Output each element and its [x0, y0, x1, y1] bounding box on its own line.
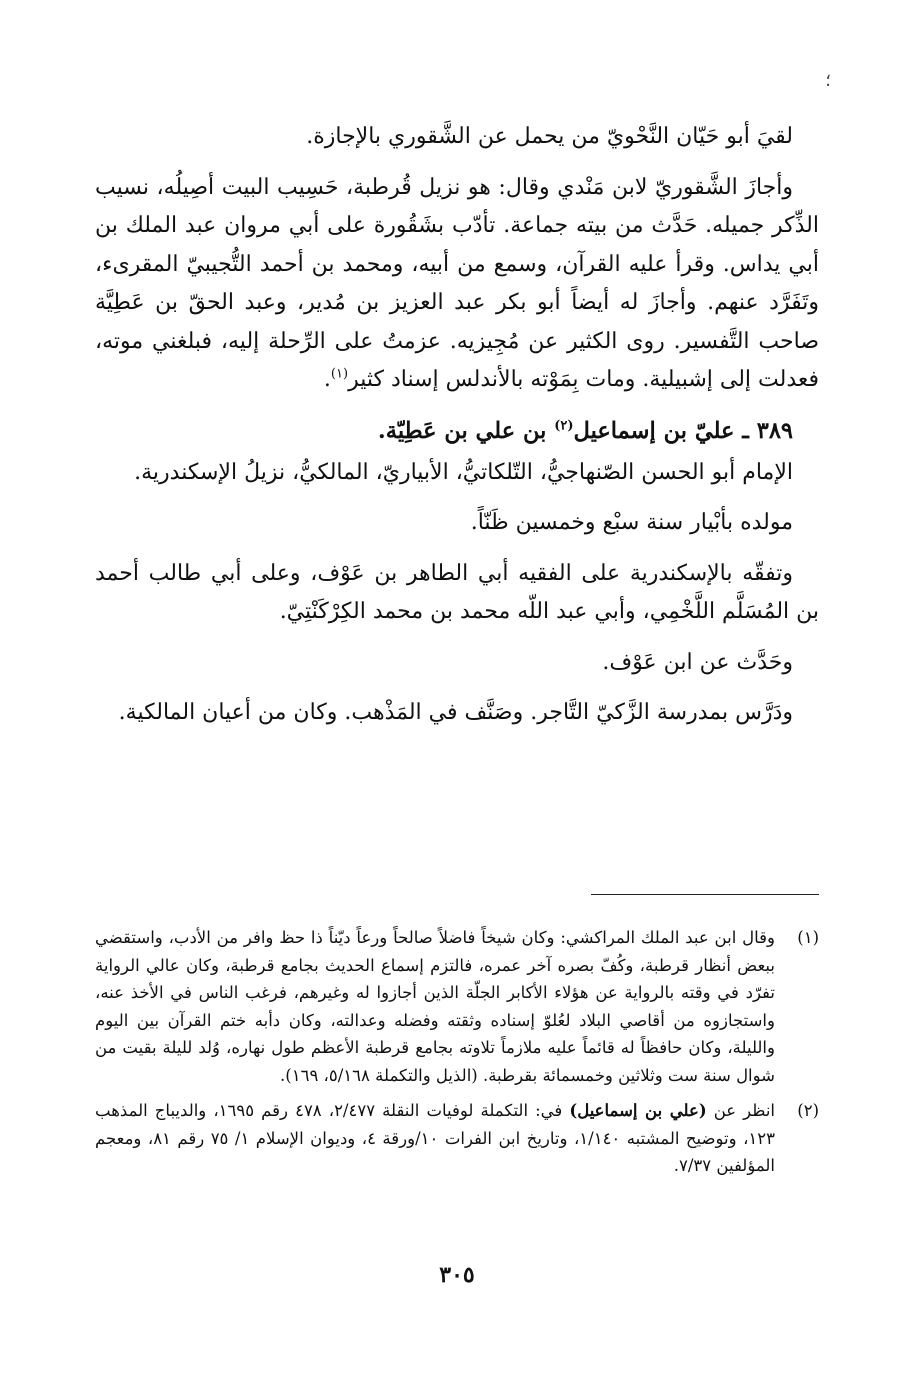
footnote-prefix: انظر عن — [713, 1101, 776, 1120]
paragraph-text: ودَرَّس بمدرسة الزَّكيّ التَّاجر. وصَنَّف في المَذْهب. وكان من أعيان المالكية. — [118, 700, 793, 725]
footnote-1 — [95, 924, 819, 1089]
book-page — [95, 0, 831, 1375]
footnote-ref-2[interactable]: (٢) — [554, 418, 574, 433]
paragraph-text: الإمام أبو الحسن الصّنهاجيُّ، التّلكاتيُّ، الأبياريّ، المالكيُّ، نزيلُ الإسكندرية. — [134, 459, 793, 485]
entry-name: ـ عليّ بن إسماعيل — [573, 417, 749, 444]
footnote-ref-1[interactable]: (١) — [330, 366, 349, 382]
footnotes-section — [95, 924, 819, 1188]
paragraph-text: مولده بأبْيار سنة سبْع وخمسين ظَنّاً. — [470, 510, 793, 535]
paragraph-birth — [95, 504, 819, 543]
paragraph-titles — [95, 454, 819, 493]
paragraph-narration — [95, 644, 819, 683]
footnote-text: في: التكملة لوفيات النقلة ٢/٤٧٧، ٤٧٨ رقم ١٦٩٥، والديباج المذهب ١٢٣، وتوضيح المشتبه ١/١٤٠، وتاريخ ابن الفرات ١٠/ورقة ٤، وديوان الإسلام ١/ ٧٥ رقم ٨١، ومعجم المؤلفين ٧/٣٧. — [95, 1101, 776, 1175]
footnote-body — [95, 1097, 775, 1180]
footnote-subject-name: (علي بن إسماعيل) — [569, 1101, 707, 1120]
paragraph-text: وحَدَّث عن ابن عَوْف. — [602, 649, 793, 675]
paragraph-abu-hayyan — [95, 118, 819, 157]
top-mark: ؛ — [825, 70, 831, 91]
footnote-number: (٢) — [797, 1101, 819, 1120]
entry-heading — [95, 412, 819, 450]
paragraph-text: وأجازَ الشَّقوريّ لابن مَنْدي وقال: هو نزيل قُرطبة، حَسِيب البيت أصِيلُه، نسيب الذِّكر جميله. حَدَّث من بيته جماعة. تأدّب بشَقُورة على أبي مروان عبد الملك بن أبي يداس. وقرأ عليه القرآن، وسمع من أبيه، ومحمد بن أحمد التُّجيبيّ المقرىء، وتَفَرَّد عنهم. وأجازَ له أيضاً أبو بكر عبد العزيز بن مُدير، وعبد الحقّ بن عَطِيَّة صاحب التَّفسير. روى الكثير عن مُجِيزيه. عزمتُ على الرِّحلة إليه، فبلغني موته، فعدلت إلى إشبيلية. ومات بِمَوْته بالأندلس إسناد كثير — [95, 174, 819, 392]
paragraph-ijaza: وأجازَ الشَّقوريّ لابن مَنْدي وقال: هو نزيل قُرطبة، حَسِيب البيت أصِيلُه، نسيب الذِّكر جميله. حَدَّث من بيته جماعة. تأدّب بشَقُورة على أبي مروان عبد الملك بن أبي يداس. وقرأ عليه القرآن، وسمع من أبيه، ومحمد بن أحمد التُّجيبيّ المقرىء، وتَفَرَّد عنهم. وأجازَ له أيضاً أبو بكر عبد العزيز بن مُدير، وعبد الحقّ بن عَطِيَّة صاحب التَّفسير. روى الكثير عن مُجِيزيه. عزمتُ على الرِّحلة إليه، فبلغني موته، فعدلت إلى إشبيلية. ومات بِمَوْته بالأندلس إسناد كثير$^{(١)}$. — [95, 174, 819, 392]
entry-number: ٣٨٩ — [756, 417, 793, 444]
entry-name-rest: بن علي بن عَطِيّة. — [377, 417, 547, 444]
footnote-divider — [591, 894, 819, 895]
footnote-text: وقال ابن عبد الملك المراكشي: وكان شيخاً فاضلاً صالحاً ورعاً ديّناً ذا حظ وافر من الأدب، واستقضي ببعض أنظار قرطبة، وكُفّ بصره آخر عمره، فالتزم إسماع الحديث بجامع قرطبة، وكان عالي الرواية تفرّد في وقته بالرواية عن هؤلاء الأكابر الجلّة الذين أجازوا له وغيرهم، فرغب الناس في الأخذ عنه، واستجازوه من أقاصي البلاد لعُلوّ إسناده وثقته وفضله وعدالته، وكان دأبه ختم القرآن بين اليوم والليلة، وكان حافظاً له قائماً عليه ملازماً تلاوته بجامع قرطبة الأعظم طول نهاره، وُلد لليلة بقيت من شوال سنة ست وثلاثين وخمسمائة بقرطبة. (الذيل والتكملة ٥/١٦٨، ١٦٩). — [95, 928, 775, 1085]
page-number: ٣٠٥ — [439, 1262, 475, 1288]
paragraph-text: وتفقّه بالإسكندرية على الفقيه أبي الطاهر بن عَوْف، وعلى أبي طالب أحمد بن المُسَلَّم اللَّخْمِي، وأبي عبد اللّه محمد بن محمد الكِرْكَنْتِيّ. — [95, 560, 819, 624]
main-text — [95, 118, 819, 733]
paragraph-text: لقيَ أبو حَيّان النَّحْويّ من يحمل عن الشَّقوري بالإجازة. — [306, 124, 793, 149]
paragraph-study — [95, 555, 819, 632]
paragraph-teaching — [95, 694, 819, 733]
footnote-2 — [95, 1097, 819, 1180]
footnote-number: (١) — [797, 928, 819, 947]
